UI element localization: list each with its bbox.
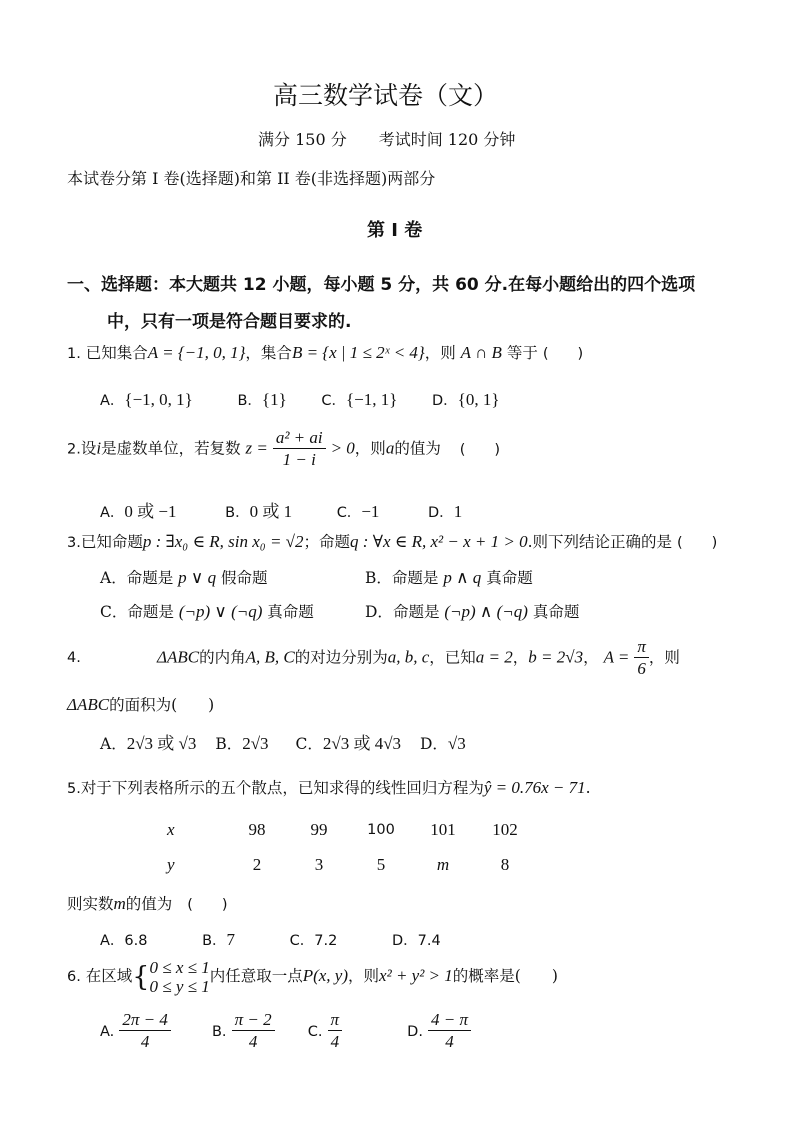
question-text: ，则 <box>348 967 380 985</box>
question-text: 在区域 <box>85 967 133 985</box>
math-expression: a = 2 <box>475 647 513 667</box>
math-expression: B = {x | 1 ≤ 2ˣ < 4} <box>291 343 425 362</box>
answer-blank: ( ) <box>459 441 501 458</box>
option-label: B． <box>202 933 227 949</box>
question-text: ，则 <box>648 648 680 667</box>
option-text: 命题是 <box>127 603 174 621</box>
math-expression: > 0 <box>330 438 355 458</box>
option-fraction <box>428 1010 471 1053</box>
inequality-system <box>149 958 209 996</box>
option-text: 真命题 <box>267 603 314 621</box>
part-title: 第 Ⅰ 卷 <box>367 220 423 241</box>
options-row <box>100 497 462 522</box>
option-label: B． <box>215 735 243 753</box>
table-cell: 3 <box>314 854 324 874</box>
question-text: ；命题 <box>303 533 351 551</box>
option-b <box>365 566 533 588</box>
question-number: 3. <box>67 535 81 551</box>
question-number: 6. <box>67 969 81 985</box>
question-text: 则实数 <box>67 895 114 913</box>
question-number: 4. <box>67 650 81 666</box>
option-label: A． <box>100 393 125 409</box>
fraction-numerator: π − 2 <box>232 1010 275 1031</box>
table-cell: 98 <box>248 819 266 839</box>
math-expression: ΔABC <box>67 695 110 714</box>
exam-intro: 本试卷分第 I 卷(选择题)和第 II 卷(非选择题)两部分 <box>67 169 436 188</box>
question-text: 的内角 <box>199 648 246 667</box>
question-number: 2. <box>67 441 81 458</box>
question-text: ，则 <box>424 344 456 362</box>
table-cell: 5 <box>376 854 386 874</box>
math-expression: z = <box>245 438 268 458</box>
math-expression: p : ∃x₀ ∈ R, sin x₀ = √2 <box>142 532 304 551</box>
math-expression: b = 2√3 <box>528 647 584 667</box>
fraction-numerator: π <box>328 1010 343 1031</box>
question-number: 5. <box>67 781 81 797</box>
option-value: 7.4 <box>417 933 441 949</box>
options-row <box>100 1010 471 1053</box>
option-text: 真命题 <box>486 569 533 587</box>
options-row <box>100 929 441 950</box>
question-text: 等于 <box>506 344 538 362</box>
question-text: 设 <box>80 439 97 458</box>
fraction <box>634 637 649 680</box>
option-fraction <box>119 1010 171 1053</box>
math-expression: x² + y² > 1 <box>379 966 453 985</box>
option-text: 命题是 <box>392 603 440 621</box>
option-label: D． <box>419 735 448 753</box>
option-label: C． <box>295 735 323 753</box>
section-heading-line1: 一、选择题：本大题共 12 小题，每小题 5 分，共 60 分.在每小题给出的四个选项 <box>67 275 696 295</box>
fraction-denominator: 4 <box>330 1032 340 1051</box>
option-label: D． <box>428 505 454 521</box>
option-label: B． <box>225 505 250 521</box>
math-expression: (¬p) ∧ (¬q) <box>444 602 528 621</box>
option-text: 命题是 <box>126 569 174 587</box>
data-table <box>166 812 536 882</box>
question-text: ，则 <box>354 439 386 458</box>
option-value: {0, 1} <box>457 390 500 409</box>
question-text: 的对边分别为 <box>294 648 388 667</box>
option-label: C． <box>289 933 315 949</box>
math-expression: ŷ = 0.76x − 71 <box>483 778 586 797</box>
question-3 <box>67 530 717 552</box>
math-expression: P(x, y) <box>302 966 349 985</box>
fraction-numerator: 4 − π <box>428 1010 471 1031</box>
option-value: 0 或 −1 <box>124 502 177 521</box>
option-a <box>100 566 268 588</box>
fraction-denominator: 6 <box>637 659 646 678</box>
inequality-row: 0 ≤ y ≤ 1 <box>149 977 210 996</box>
option-label: A． <box>100 505 125 521</box>
option-d <box>365 600 579 622</box>
question-text: 是虚数单位，若复数 <box>101 439 241 458</box>
math-expression: a, b, c <box>387 647 430 667</box>
option-value: 1 <box>453 502 463 521</box>
option-label: D． <box>365 603 393 621</box>
row-label: x <box>167 819 175 839</box>
question-text: .则下列结论正确的是 <box>527 533 673 551</box>
section-heading-line2: 中，只有一项是符合题目要求的. <box>107 312 352 332</box>
table-cell: 101 <box>430 819 456 839</box>
option-value: {−1, 1} <box>345 390 398 409</box>
options-row <box>100 389 500 410</box>
fraction-denominator: 4 <box>140 1032 150 1051</box>
option-value: {1} <box>261 390 287 409</box>
table-cell: m <box>436 854 450 874</box>
table-row <box>166 847 536 882</box>
question-text: 对于下列表格所示的五个散点，已知求得的线性回归方程为 <box>80 779 484 797</box>
option-label: D． <box>391 933 418 949</box>
option-c <box>100 600 314 622</box>
options-row <box>100 729 466 754</box>
question-6 <box>67 958 558 996</box>
math-expression: A = {−1, 0, 1} <box>147 343 246 362</box>
fraction-denominator: 4 <box>445 1032 454 1051</box>
option-value: 6.8 <box>124 933 148 949</box>
question-text: 已知命题 <box>80 533 143 551</box>
table-cell: 102 <box>492 819 518 839</box>
question-5-cont <box>67 892 228 914</box>
option-label: D． <box>432 393 458 409</box>
question-text: 已知集合 <box>85 344 148 362</box>
option-text: 命题是 <box>391 569 439 587</box>
question-text: 内任意取一点 <box>209 967 303 985</box>
option-value: 7.2 <box>314 933 338 949</box>
option-value: 2√3 <box>242 734 269 753</box>
math-expression: p ∧ q <box>443 568 482 587</box>
question-text: ， <box>512 648 529 667</box>
question-text: ，集合 <box>245 344 292 362</box>
table-cell: 99 <box>310 819 328 839</box>
option-value: 2√3 或 4√3 <box>322 734 402 753</box>
math-expression: p ∨ q <box>178 568 217 587</box>
option-fraction <box>232 1010 275 1053</box>
option-label: B. <box>211 1024 227 1040</box>
row-label: y <box>167 854 175 874</box>
math-expression: A = <box>603 647 630 667</box>
math-symbol: a <box>385 438 395 458</box>
option-label: A． <box>100 569 127 587</box>
option-value: −1 <box>361 502 380 521</box>
question-1 <box>67 341 583 363</box>
option-label: A. <box>100 1024 115 1040</box>
option-label: C． <box>336 505 362 521</box>
math-expression: (¬p) ∨ (¬q) <box>178 602 263 621</box>
option-text: 真命题 <box>532 603 580 621</box>
math-symbol: m <box>113 894 126 913</box>
question-4 <box>157 637 680 680</box>
question-4-cont <box>67 693 214 715</box>
table-cell: 8 <box>500 854 510 874</box>
question-text: 的面积为( ) <box>109 696 215 714</box>
option-value: 7 <box>226 930 236 949</box>
math-expression: A ∩ B <box>460 343 502 362</box>
score-time-info: 满分 150 分 考试时间 120 分钟 <box>258 130 516 149</box>
table-cell: 100 <box>367 821 395 838</box>
option-label: B． <box>237 393 262 409</box>
option-label: C. <box>307 1024 323 1040</box>
answer-blank: ( ) <box>542 346 584 362</box>
math-expression: A, B, C <box>245 647 295 667</box>
question-text: ，已知 <box>429 648 476 667</box>
question-text: ， <box>583 648 599 667</box>
fraction <box>273 428 326 471</box>
option-label: C． <box>321 393 346 409</box>
option-value: 0 或 1 <box>249 502 293 521</box>
answer-blank: ( ) <box>676 535 718 551</box>
question-5 <box>67 776 591 798</box>
fraction-numerator: a² + ai <box>273 428 326 449</box>
inequality-row: 0 ≤ x ≤ 1 <box>149 958 210 977</box>
fraction-numerator: 2π − 4 <box>119 1010 171 1031</box>
table-cell: 2 <box>252 854 262 874</box>
option-value: {−1, 0, 1} <box>124 390 193 409</box>
option-label: A． <box>100 735 127 753</box>
question-number: 1. <box>67 346 81 362</box>
math-expression: q : ∀x ∈ R, x² − x + 1 > 0 <box>350 532 528 551</box>
option-fraction <box>328 1010 343 1053</box>
option-label: B． <box>365 569 392 587</box>
fraction-denominator: 4 <box>248 1032 258 1051</box>
question-text: 的值为 <box>394 439 441 458</box>
table-row <box>166 812 536 847</box>
brace-icon: { <box>132 961 150 993</box>
option-label: A． <box>100 933 125 949</box>
question-2 <box>67 428 500 471</box>
answer-blank: ( ) <box>187 897 228 913</box>
option-value: √3 <box>447 734 466 753</box>
option-value: 2√3 或 √3 <box>126 734 197 753</box>
page-title: 高三数学试卷（文） <box>273 81 499 110</box>
option-text: 假命题 <box>221 569 268 587</box>
math-expression: ΔABC <box>157 647 200 667</box>
fraction-denominator: 1 − i <box>282 450 316 469</box>
question-text: . <box>585 779 591 797</box>
fraction-numerator: π <box>634 637 649 658</box>
question-text: 的概率是( ) <box>452 967 558 985</box>
option-label: C． <box>100 603 128 621</box>
question-text: 的值为 <box>125 895 173 913</box>
math-symbol: i <box>96 438 102 458</box>
option-label: D. <box>407 1024 423 1040</box>
